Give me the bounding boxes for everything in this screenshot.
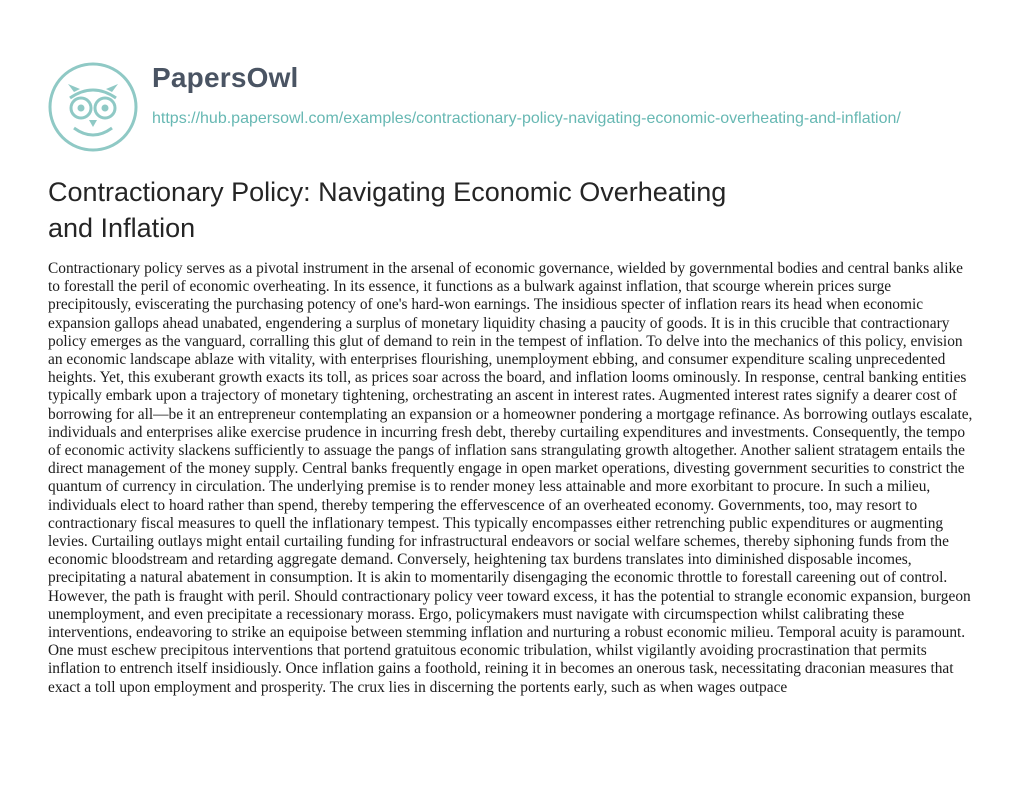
source-url[interactable]: https://hub.papersowl.com/examples/contractionary-policy-navigating-economic-overheating-and-inflation/ <box>152 110 901 127</box>
document-body: Contractionary policy serves as a pivotal instrument in the arsenal of economic governance, wielded by governmental bodies and central banks alike to forestall the peril of economic overheating. In its essence, it functions as a bulwark against inflation, that scourge wherein prices surge precipitously, eviscerating the purchasing potency of one's hard-won earnings. The insidious specter of inflation rears its head when economic expansion gallops ahead unabated, engendering a surplus of monetary liquidity chasing a paucity of goods. It is in this crucible that contractionary policy emerges as the vanguard, corralling this glut of demand to rein in the tempest of inflation. To delve into the mechanics of this policy, envision an economic landscape ablaze with vitality, with enterprises flourishing, unemployment ebbing, and consumer expenditure scaling unprecedented heights. Yet, this exuberant growth exacts its toll, as prices soar across the board, and inflation looms ominously. In response, central banking entities typically embark upon a trajectory of monetary tightening, orchestrating an ascent in interest rates. Augmented interest rates signify a dearer cost of borrowing for all—be it an entrepreneur contemplating an expansion or a homeowner pondering a mortgage refinance. As borrowing outlays escalate, individuals and enterprises alike exercise prudence in incurring fresh debt, thereby curtailing expenditures and investments. Consequently, the tempo of economic activity slackens sufficiently to assuage the pangs of inflation sans strangulating growth altogether. Another salient stratagem entails the direct management of the money supply. Central banks frequently engage in open market operations, divesting government securities to constrict the quantum of currency in circulation. The underlying premise is to render money less attainable and more exorbitant to procure. In such a milieu, individuals elect to hoard rather than spend, thereby tempering the effervescence of an overheated economy. Governments, too, may resort to contractionary fiscal measures to quell the inflationary tempest. This typically encompasses either retrenching public expenditures or augmenting levies. Curtailing outlays might entail curtailing funding for infrastructural endeavors or social welfare schemes, thereby siphoning funds from the economic bloodstream and retarding aggregate demand. Conversely, heightening tax burdens translates into diminished disposable incomes, precipitating a natural abatement in consumption. It is akin to momentarily disengaging the economic throttle to forestall careening out of control. However, the path is fraught with peril. Should contractionary policy veer toward excess, it has the potential to strangle economic expansion, burgeon unemployment, and even precipitate a recessionary morass. Ergo, policymakers must navigate with circumspection whilst calibrating these interventions, endeavoring to strike an equipoise between stemming inflation and nurturing a robust economic milieu. Temporal acuity is paramount. One must eschew precipitous interventions that portend gratuitous economic tribulation, whilst vigilantly avoiding procrastination that permits inflation to entrench itself insidiously. Once inflation gains a foothold, reining it in becomes an onerous task, necessitating draconian measures that exact a toll upon employment and prosperity. The crux lies in discerning the portents early, such as when wages outpace <box>48 260 973 696</box>
owl-logo-icon <box>48 62 138 152</box>
document-title: Contractionary Policy: Navigating Economic Overheating and Inflation <box>48 177 727 243</box>
brand-name[interactable]: PapersOwl <box>152 62 299 93</box>
header <box>48 62 988 152</box>
